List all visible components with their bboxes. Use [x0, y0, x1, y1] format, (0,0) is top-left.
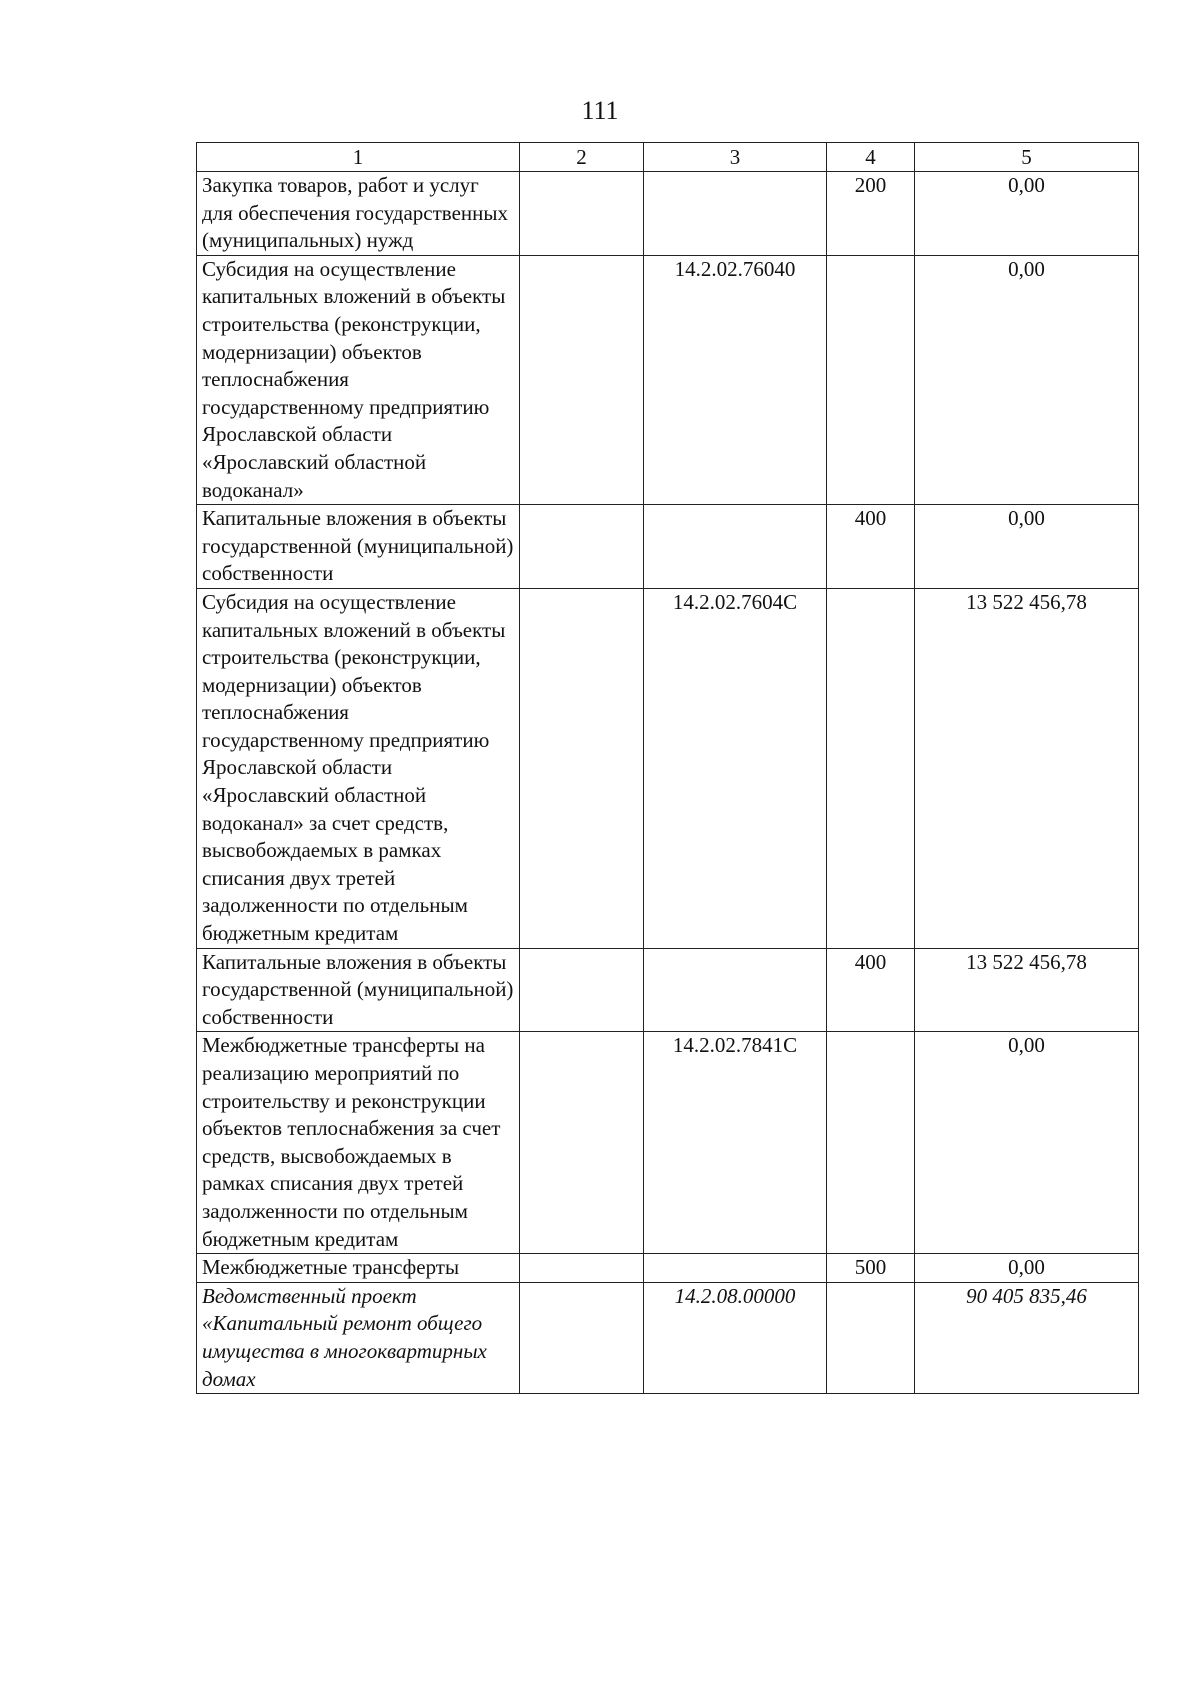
- row-name: Капитальные вложения в объекты государственной (муниципальной) собственности: [197, 948, 520, 1032]
- row-code: [644, 505, 827, 589]
- row-amount: 0,00: [915, 505, 1139, 589]
- table-row-project: [197, 1282, 1139, 1393]
- table-row: [197, 255, 1139, 504]
- row-col2: [520, 948, 644, 1032]
- row-amount: 0,00: [915, 1254, 1139, 1283]
- column-header-5: 5: [915, 143, 1139, 172]
- row-col2: [520, 505, 644, 589]
- row-amount: 0,00: [915, 1032, 1139, 1254]
- row-type: 200: [827, 172, 915, 256]
- row-col2: [520, 1032, 644, 1254]
- row-name: Ведомственный проект «Капитальный ремонт общего имущества в многоквартирных домах: [197, 1282, 520, 1393]
- row-type: [827, 1032, 915, 1254]
- row-amount: 0,00: [915, 255, 1139, 504]
- row-code: [644, 1254, 827, 1283]
- row-type: 400: [827, 948, 915, 1032]
- table-row: [197, 948, 1139, 1032]
- row-col2: [520, 255, 644, 504]
- column-header-1: 1: [197, 143, 520, 172]
- row-name: Субсидия на осуществление капитальных вложений в объекты строительства (реконструкции, модернизации) объектов теплоснабжения государственному предприятию Ярославской области «Ярославский областной водоканал»: [197, 255, 520, 504]
- table-row: [197, 172, 1139, 256]
- row-code: 14.2.02.7604С: [644, 588, 827, 948]
- row-code: 14.2.02.7841С: [644, 1032, 827, 1254]
- row-code: 14.2.08.00000: [644, 1282, 827, 1393]
- column-header-2: 2: [520, 143, 644, 172]
- row-col2: [520, 588, 644, 948]
- table-row: [197, 505, 1139, 589]
- row-amount: 90 405 835,46: [915, 1282, 1139, 1393]
- row-name: Капитальные вложения в объекты государственной (муниципальной) собственности: [197, 505, 520, 589]
- row-col2: [520, 1282, 644, 1393]
- row-code: [644, 948, 827, 1032]
- row-amount: 13 522 456,78: [915, 588, 1139, 948]
- row-amount: 0,00: [915, 172, 1139, 256]
- row-name: Межбюджетные трансферты: [197, 1254, 520, 1283]
- row-type: 400: [827, 505, 915, 589]
- row-code: [644, 172, 827, 256]
- column-header-3: 3: [644, 143, 827, 172]
- row-type: [827, 1282, 915, 1393]
- row-name: Межбюджетные трансферты на реализацию мероприятий по строительству и реконструкции объектов теплоснабжения за счет средств, высвобождаемых в рамках списания двух третей задолженности по отдельным бюджетным кредитам: [197, 1032, 520, 1254]
- row-type: [827, 588, 915, 948]
- row-col2: [520, 172, 644, 256]
- row-name: Закупка товаров, работ и услуг для обеспечения государственных (муниципальных) нужд: [197, 172, 520, 256]
- page-number: 111: [581, 96, 619, 125]
- table-row: [197, 1032, 1139, 1254]
- budget-table: [196, 142, 1139, 1394]
- row-type: [827, 255, 915, 504]
- table-row: [197, 1254, 1139, 1283]
- row-type: 500: [827, 1254, 915, 1283]
- column-number-row: [197, 143, 1139, 172]
- row-code: 14.2.02.76040: [644, 255, 827, 504]
- table-row: [197, 588, 1139, 948]
- row-col2: [520, 1254, 644, 1283]
- row-amount: 13 522 456,78: [915, 948, 1139, 1032]
- row-name: Субсидия на осуществление капитальных вложений в объекты строительства (реконструкции, модернизации) объектов теплоснабжения государственному предприятию Ярославской области «Ярославский областной водоканал» за счет средств, высвобождаемых в рамках списания двух третей задолженности по отдельным бюджетным кредитам: [197, 588, 520, 948]
- column-header-4: 4: [827, 143, 915, 172]
